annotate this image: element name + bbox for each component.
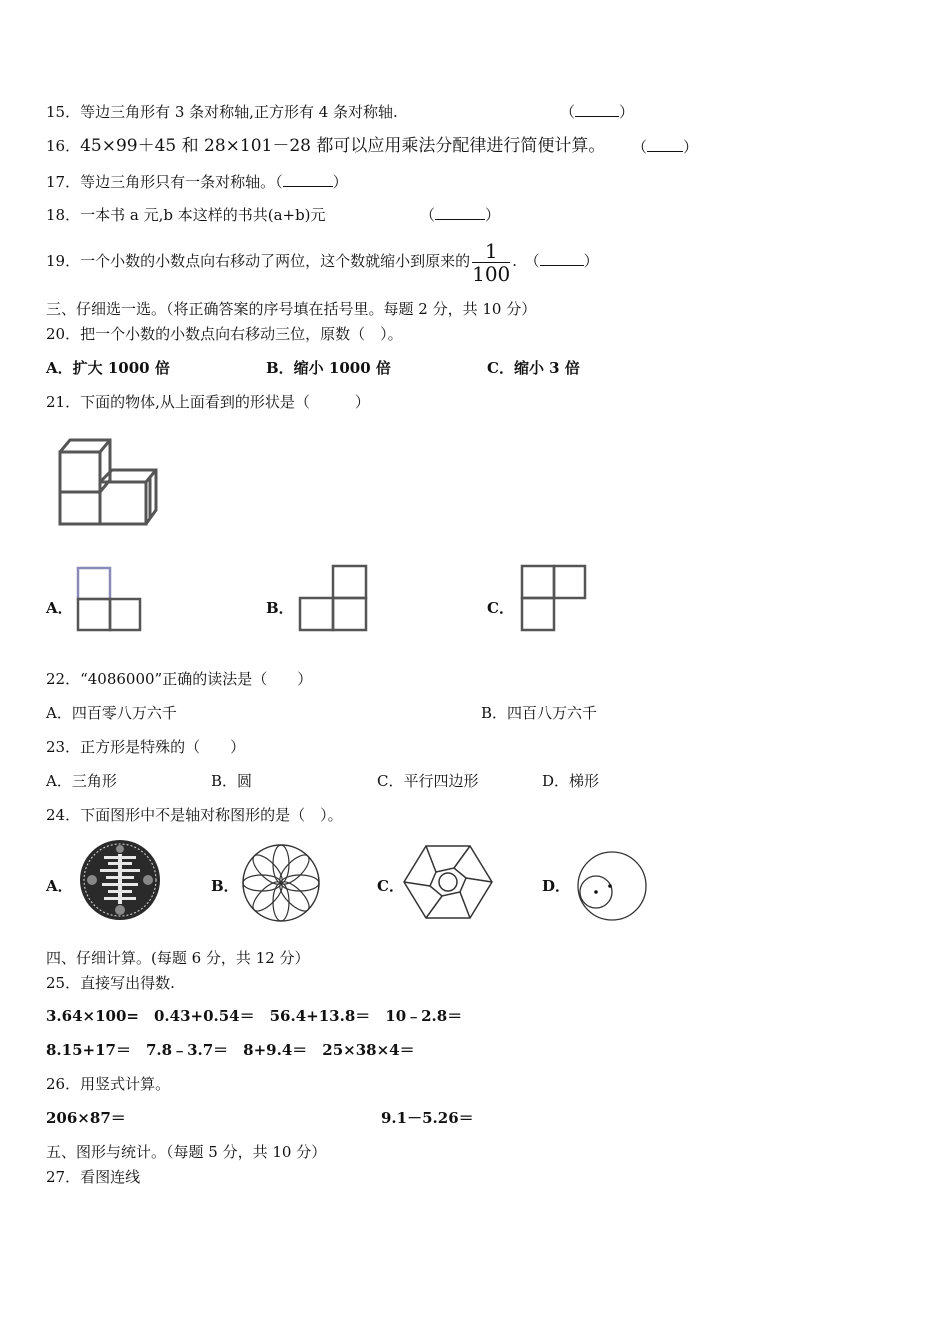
answer-blank[interactable] bbox=[575, 102, 619, 117]
fraction: $\frac{1}{100}$ bbox=[472, 238, 511, 286]
question-16 bbox=[46, 136, 605, 156]
option-c[interactable]: C． bbox=[377, 877, 404, 895]
flower-circle-figure[interactable] bbox=[240, 842, 322, 924]
question-number: 19． bbox=[46, 252, 81, 270]
question-23: 23．正方形是特殊的（ ） bbox=[46, 738, 246, 756]
question-text: 等边三角形有 3 条对称轴,正方形有 4 条对称轴. bbox=[80, 103, 398, 121]
option-a[interactable]: A． bbox=[46, 599, 73, 617]
option-d[interactable]: D． bbox=[542, 877, 571, 895]
option-b[interactable]: B．缩小 1000 倍 bbox=[266, 359, 391, 377]
vertical-calc-left: 206×87＝ bbox=[46, 1109, 126, 1127]
option-a[interactable]: A． bbox=[46, 877, 73, 895]
option-d[interactable]: D．梯形 bbox=[542, 772, 600, 790]
vertical-calc-right: 9.1－5.26＝ bbox=[381, 1109, 474, 1127]
option-b[interactable]: B．圆 bbox=[211, 772, 253, 790]
nested-circles-figure[interactable] bbox=[574, 850, 650, 922]
section-title-4: 四、仔细计算。(每题 6 分，共 12 分） bbox=[46, 949, 310, 967]
answer-paren-16: （ ） bbox=[632, 138, 699, 156]
answer-paren-18: （ ） bbox=[420, 206, 501, 224]
option-b[interactable]: B． bbox=[211, 877, 239, 895]
top-view-option-c[interactable] bbox=[520, 564, 588, 632]
option-b[interactable]: B．四百八万六千 bbox=[481, 704, 598, 722]
question-number: 17． bbox=[46, 173, 81, 191]
double-happiness-seal-figure[interactable] bbox=[78, 838, 162, 922]
question-text: 一个小数的小数点向右移动了两位，这个数就缩小到原来的 bbox=[80, 252, 471, 270]
question-text: 一本书 a 元,b 本这样的书共(a+b)元 bbox=[80, 206, 326, 224]
answer-blank[interactable] bbox=[435, 205, 485, 220]
question-number: 16． bbox=[46, 137, 81, 155]
option-a[interactable]: A．四百零八万六千 bbox=[46, 704, 177, 722]
calc-row: 8.15+17＝ 7.8﹣3.7＝ 8+9.4＝ 25×38×4＝ bbox=[46, 1041, 415, 1059]
pinwheel-hexagon-figure[interactable] bbox=[402, 842, 494, 922]
question-18 bbox=[46, 205, 326, 225]
question-25: 25．直接写出得数. bbox=[46, 974, 175, 992]
question-19: 19．一个小数的小数点向右移动了两位，这个数就缩小到原来的 $\frac{1}{100}$ . （ ） bbox=[46, 238, 599, 286]
question-20: 20．把一个小数的小数点向右移动三位，原数（ ）。 bbox=[46, 325, 403, 343]
answer-blank[interactable] bbox=[283, 172, 333, 187]
option-c[interactable]: C．缩小 3 倍 bbox=[487, 359, 580, 377]
option-c[interactable]: C．平行四边形 bbox=[377, 772, 479, 790]
answer-blank[interactable] bbox=[540, 251, 584, 266]
question-15 bbox=[46, 102, 398, 122]
option-a[interactable]: A．三角形 bbox=[46, 772, 117, 790]
answer-paren-15: （ ） bbox=[560, 103, 635, 121]
question-22: 22．“4086000”正确的读法是（ ） bbox=[46, 670, 313, 688]
question-text: 45×99＋45 和 28×101－28 都可以应用乘法分配律进行简便计算。 bbox=[80, 136, 606, 156]
top-view-option-a[interactable] bbox=[76, 566, 142, 632]
option-a[interactable]: A．扩大 1000 倍 bbox=[46, 359, 170, 377]
question-26: 26．用竖式计算。 bbox=[46, 1075, 171, 1093]
question-21: 21．下面的物体,从上面看到的形状是（ ） bbox=[46, 393, 370, 411]
calc-row: 3.64×100= 0.43+0.54＝ 56.4+13.8＝ 10﹣2.8＝ bbox=[46, 1007, 463, 1025]
top-view-option-b[interactable] bbox=[298, 564, 370, 632]
question-number: 18． bbox=[46, 206, 81, 224]
option-c[interactable]: C． bbox=[487, 599, 514, 617]
section-title-5: 五、图形与统计。（每题 5 分，共 10 分） bbox=[46, 1143, 327, 1161]
question-24: 24．下面图形中不是轴对称图形的是（ ）。 bbox=[46, 806, 343, 824]
question-number: 15． bbox=[46, 103, 81, 121]
answer-blank[interactable] bbox=[647, 137, 683, 152]
question-text: 等边三角形只有一条对称轴。（ bbox=[80, 173, 283, 191]
option-b[interactable]: B． bbox=[266, 599, 294, 617]
cube-object-figure bbox=[52, 432, 164, 528]
question-27: 27．看图连线 bbox=[46, 1168, 141, 1186]
section-title-3: 三、仔细选一选。（将正确答案的序号填在括号里。每题 2 分，共 10 分） bbox=[46, 300, 537, 318]
question-17: 17．等边三角形只有一条对称轴。（ ） bbox=[46, 173, 348, 191]
